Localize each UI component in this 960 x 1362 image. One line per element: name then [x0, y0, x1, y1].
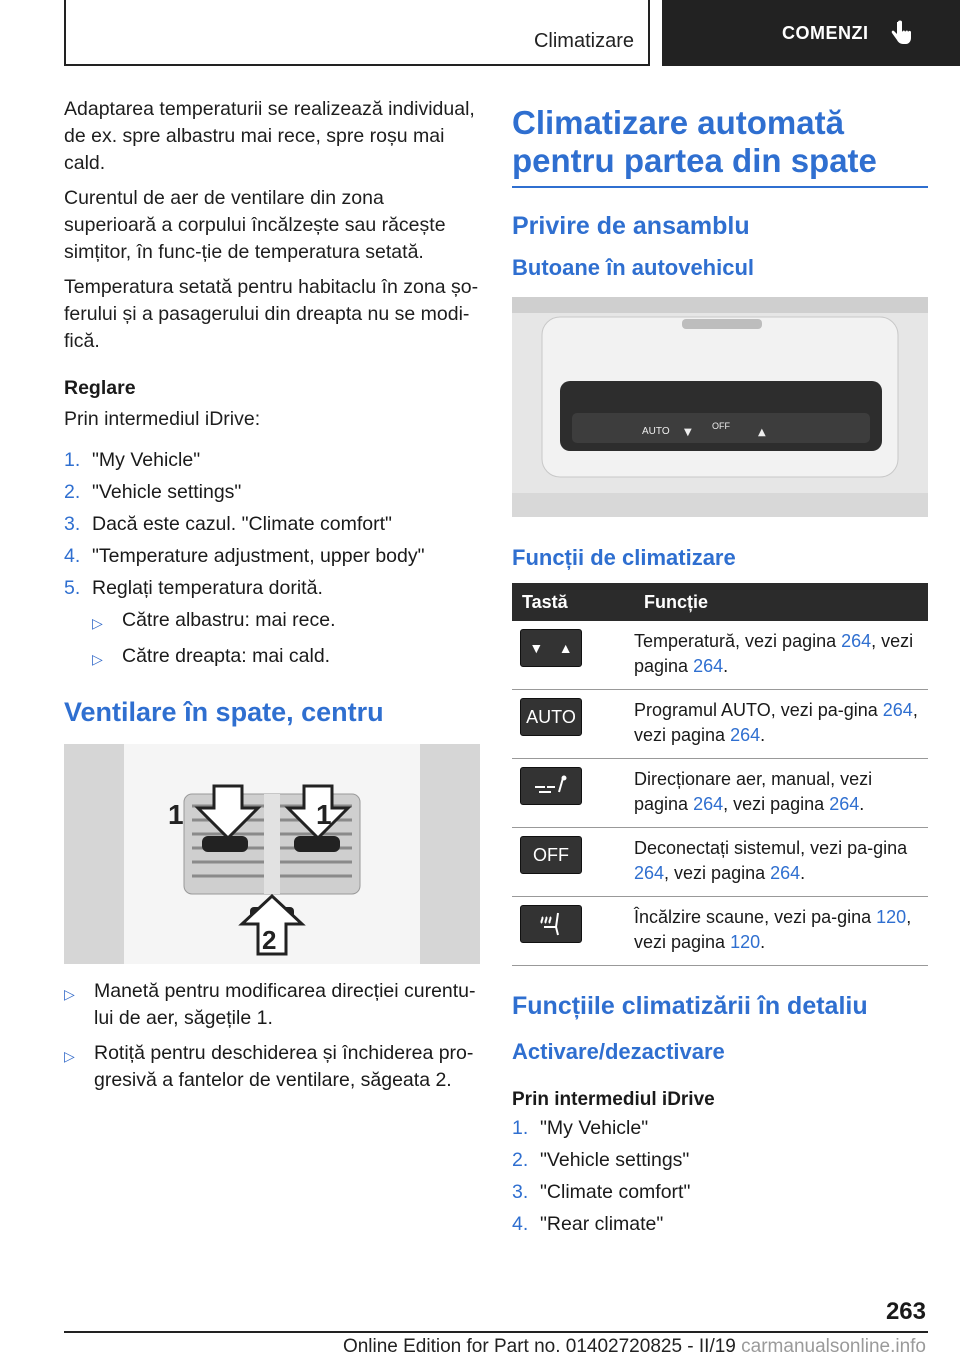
- table-row: Încălzire scaune, vezi pa‐gina 120, vezi pagina 120.: [512, 897, 928, 966]
- left-column: [64, 96, 480, 1102]
- functions-table: [512, 583, 928, 966]
- reglare-steps: [64, 447, 480, 602]
- off-key-icon: OFF: [520, 836, 582, 874]
- paragraph: Curentul de aer de ventilare din zona superioară a corpului încălzește sau răcește simțitor, în func‐ție de temperatura setată.: [64, 187, 446, 263]
- page-title: Climatizare automată pentru partea din spate: [512, 104, 928, 188]
- table-row: OFF Deconectați sistemul, vezi pa‐gina 264, vezi pagina 264.: [512, 828, 928, 897]
- table-row: AUTO Programul AUTO, vezi pa‐gina 264, vezi pagina 264.: [512, 690, 928, 759]
- table-row: ▼ ▲ Temperatură, vezi pagina 264, vezi pagina 264.: [512, 621, 928, 690]
- reglare-substeps: [92, 607, 480, 673]
- list-item: 2. "Vehicle settings": [64, 481, 242, 503]
- watermark: carmanualsonline.info: [741, 1336, 926, 1357]
- triangle-bullet-icon: ▷: [92, 615, 103, 631]
- detail-heading: Funcțiile climatizării în detaliu: [512, 992, 868, 1020]
- page-link[interactable]: 264: [882, 700, 913, 720]
- svg-text:▼: ▼: [684, 427, 692, 438]
- triangle-bullet-icon: ▷: [64, 1048, 75, 1064]
- seat-heating-key-icon: [520, 905, 582, 943]
- table-header: Tastă: [512, 583, 634, 621]
- page-link[interactable]: 264: [693, 794, 724, 814]
- panel-label: OFF: [712, 421, 730, 431]
- callout-label: 1: [316, 799, 332, 830]
- page-link[interactable]: 120: [730, 932, 761, 952]
- right-column: [512, 104, 928, 1243]
- page-link[interactable]: 264: [770, 863, 801, 883]
- vent-items: [64, 978, 480, 1094]
- list-item: 2. "Vehicle settings": [512, 1149, 690, 1171]
- idrive-heading: Prin intermediul iDrive: [512, 1089, 715, 1110]
- nav-comenzi[interactable]: [662, 0, 960, 66]
- page-link[interactable]: 264: [634, 863, 665, 883]
- footer-edition: Online Edition for Part no. 01402720825 - II/19 carmanualsonline.info: [342, 1336, 926, 1357]
- callout-label: 2: [262, 925, 277, 955]
- vent-heading: Ventilare în spate, centru: [64, 697, 384, 727]
- idrive-steps: [512, 1115, 928, 1238]
- header-section-box: [64, 0, 650, 66]
- footer-divider: [64, 1331, 928, 1333]
- list-item: 1. "My Vehicle": [64, 449, 201, 471]
- page-number: 263: [885, 1298, 926, 1325]
- list-item: ▷ Către albastru: mai rece.: [92, 607, 480, 637]
- table-row: Direcționare aer, manual, vezi pagina 264, vezi pagina 264.: [512, 759, 928, 828]
- panel-label: AUTO: [642, 426, 670, 437]
- section-title: Climatizare: [533, 30, 634, 52]
- list-item: ▷ Rotiță pentru deschiderea și închiderea pro‐gresivă a fantelor de ventilare, săgeata 2.: [64, 1040, 480, 1094]
- auto-key-icon: AUTO: [520, 698, 582, 736]
- svg-text:▲: ▲: [758, 427, 766, 438]
- list-item: ▷ Manetă pentru modificarea direcției curentu‐lui de aer, săgețile 1.: [64, 978, 480, 1032]
- rear-climate-panel-photo: [512, 297, 928, 517]
- buttons-heading: Butoane în autovehicul: [512, 255, 755, 280]
- callout-label: 1: [168, 799, 184, 830]
- list-item: 5. Reglați temperatura dorită.: [64, 577, 323, 599]
- list-item: 1. "My Vehicle": [512, 1117, 649, 1139]
- paragraph: Adaptarea temperaturii se realizează individual, de ex. spre albastru mai rece, spre roșu mai cald.: [64, 98, 475, 174]
- temperature-key-icon: ▼ ▲: [520, 629, 582, 667]
- functions-heading: Funcții de climatizare: [512, 545, 736, 570]
- triangle-bullet-icon: ▷: [92, 651, 103, 667]
- reglare-heading: Reglare: [64, 377, 136, 399]
- overview-heading: Privire de ansamblu: [512, 212, 750, 240]
- page-link[interactable]: 264: [829, 794, 860, 814]
- paragraph: Temperatura setată pentru habitaclu în zona șo‐ferului și a pasagerului din dreapta nu se modi‐fică.: [64, 276, 479, 352]
- list-item: ▷ Către dreapta: mai cald.: [92, 643, 480, 673]
- page-link[interactable]: 120: [876, 907, 907, 927]
- table-header: Funcție: [634, 583, 928, 621]
- rear-vent-photo: [64, 744, 480, 964]
- page-link[interactable]: 264: [841, 631, 872, 651]
- activation-heading: Activare/dezactivare: [512, 1039, 725, 1064]
- list-item: 3. Dacă este cazul. "Climate comfort": [64, 513, 392, 535]
- hand-pointer-icon: [889, 20, 913, 46]
- list-item: 3. "Climate comfort": [512, 1181, 691, 1203]
- page-link[interactable]: 264: [730, 725, 761, 745]
- nav-label: COMENZI: [782, 22, 869, 43]
- air-direction-key-icon: [520, 767, 582, 805]
- reglare-intro: Prin intermediul iDrive:: [64, 408, 261, 430]
- list-item: 4. "Temperature adjustment, upper body": [64, 545, 425, 567]
- list-item: 4. "Rear climate": [512, 1213, 664, 1235]
- triangle-bullet-icon: ▷: [64, 986, 75, 1002]
- page-link[interactable]: 264: [693, 656, 724, 676]
